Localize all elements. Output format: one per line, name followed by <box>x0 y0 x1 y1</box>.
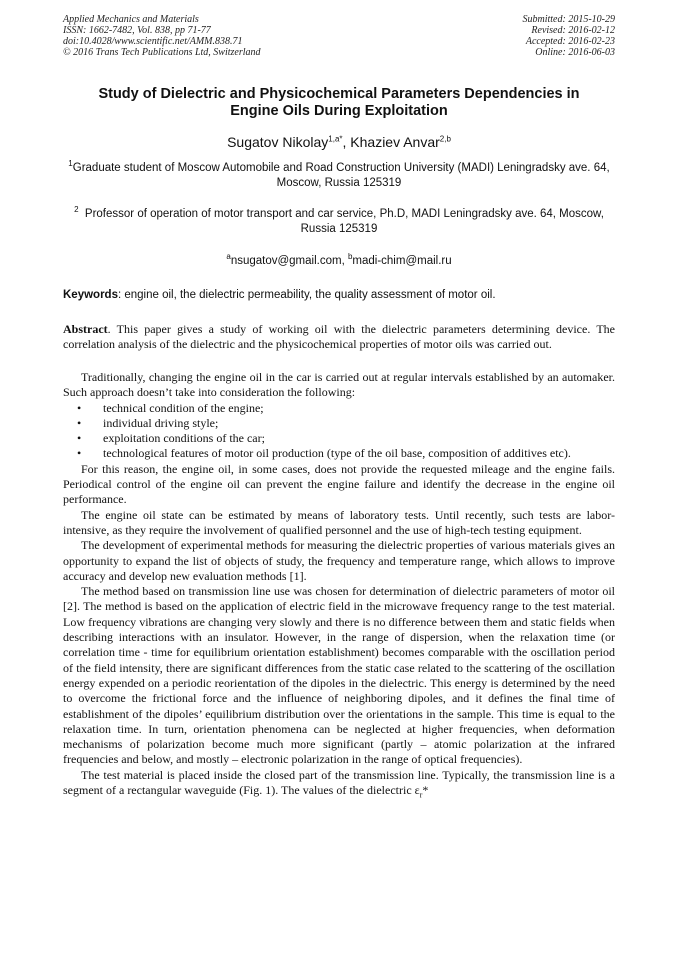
email-a[interactable]: nsugatov@gmail.com <box>230 255 342 267</box>
authors <box>63 133 615 151</box>
affiliation-2-sup: 2 <box>74 205 79 215</box>
title-line-2: Engine Oils During Exploitation <box>230 103 448 119</box>
list-item: • technical condition of the engine; <box>63 401 615 416</box>
author-2-sup: 2,b <box>439 134 451 144</box>
abstract <box>63 322 615 352</box>
email-separator: , <box>341 255 348 267</box>
email-b[interactable]: madi-chim@mail.ru <box>352 255 452 267</box>
body-text <box>63 370 615 803</box>
epsilon-star: * <box>422 783 429 798</box>
keywords <box>63 288 615 303</box>
paper-title <box>63 86 615 120</box>
journal-name: Applied Mechanics and Materials <box>63 14 199 25</box>
list-item: • individual driving style; <box>63 416 615 431</box>
date-submitted: Submitted: 2015-10-29 <box>522 14 615 25</box>
affiliation-2-text: Professor of operation of motor transport and car service, Ph.D, MADI Leningradsky ave. 64, Moscow, Russia 125319 <box>84 208 604 235</box>
paragraph-5: The method based on transmission line use was chosen for determination of dielectric parameters of motor oil [2]. The method is based on the application of electric field in the microwave frequency range to the test material. Low frequency vibrations are changing very slowly and there is no difference between them and static fields when describing interactions with an insulator. However, in the range of dispersion, when the relaxation time (or correlation time - time for equilibrium orientation establishment) becomes comparable with the oscillation period of the field intensity, there are significant differences from the static case related to the scattering of the oscillation energy expended on a periodic reorientation of the dipoles in the dielectric. This energy is determined by the need to overcome the frictional force and the influence of neighboring dipoles, and it defines the final time of establishment of the dipoles’ equilibrium distribution over the orientations in the sample. This time is equal to the relaxation time. In turn, orientation phenomena can be neglected at higher frequencies, when deformation mechanisms of polarization become much more significant (partly – atomic polarization at the infrared frequencies and below, and mostly – electronic polarization in the range of optical frequencies). <box>63 584 615 767</box>
date-revised: Revised: 2016-02-12 <box>531 25 615 36</box>
email-b-sup: b <box>347 252 353 262</box>
list-item: • technological features of motor oil production (type of the oil base, composition of additives etc). <box>63 446 615 461</box>
submission-dates <box>523 14 616 58</box>
paragraph-3: The engine oil state can be estimated by means of laboratory tests. Until recently, such tests are labor-intensive, as they require the involvement of qualified personnel and the use of high-tech testing equipment. <box>63 507 615 537</box>
paragraph-4: The development of experimental methods for measuring the dielectric properties of various materials gives an opportunity to expand the list of objects of study, the frequency and temperature range, which allows to improve accuracy and develop new evaluation methods [1]. <box>63 538 615 583</box>
factor-list <box>63 401 615 462</box>
paragraph-1: Traditionally, changing the engine oil in the car is carried out at regular intervals established by an automaker. Such approach doesn’t take into consideration the following: <box>63 370 615 400</box>
author-emails <box>63 254 615 269</box>
abstract-label: Abstract <box>63 322 108 336</box>
affiliation-1-text: Graduate student of Moscow Automobile and Road Construction University (MADI) Leningradsky ave. 64, Moscow, Russia 125319 <box>72 162 610 189</box>
journal-doi: doi:10.4028/www.scientific.net/AMM.838.71 <box>63 36 243 47</box>
paragraph-6 <box>63 768 615 803</box>
abstract-text: . This paper gives a study of working oil with the dielectric parameters determining device. The correlation analysis of the dielectric and the physicochemical properties of motor oils was carried out. <box>63 322 615 351</box>
affiliation-2 <box>63 207 615 237</box>
epsilon-symbol: ε <box>414 783 420 798</box>
author-separator: , <box>342 134 351 150</box>
list-item: • exploitation conditions of the car; <box>63 431 615 446</box>
journal-issn: ISSN: 1662-7482, Vol. 838, pp 71-77 <box>63 25 211 36</box>
affiliation-1-sup: 1 <box>68 159 73 169</box>
affiliation-1 <box>63 161 615 191</box>
journal-copyright: © 2016 Trans Tech Publications Ltd, Switzerland <box>63 47 261 58</box>
author-1-name: Sugatov Nikolay <box>227 134 329 150</box>
journal-info <box>63 14 261 58</box>
author-1-sup: 1,a* <box>328 134 343 144</box>
keywords-text: : engine oil, the dielectric permeability, the quality assessment of motor oil. <box>117 289 496 301</box>
email-a-sup: a <box>226 252 231 262</box>
author-2-name: Khaziev Anvar <box>350 134 440 150</box>
keywords-label: Keywords <box>63 289 118 301</box>
title-line-1: Study of Dielectric and Physicochemical Parameters Dependencies in <box>98 86 580 102</box>
date-accepted: Accepted: 2016-02-23 <box>525 36 615 47</box>
journal-header <box>63 14 615 58</box>
paragraph-2: For this reason, the engine oil, in some cases, does not provide the requested mileage and the engine fails. Periodical control of the engine oil can prevent the engine failure and identify the decrease in the engine oil performance. <box>63 461 615 507</box>
date-online: Online: 2016-06-03 <box>535 47 615 58</box>
paragraph-6-text: The test material is placed inside the closed part of the transmission line. Typically, the transmission line is a segment of a rectangular waveguide (Fig. 1). The values of the dielectric <box>63 767 615 798</box>
epsilon-subscript: r <box>419 790 423 800</box>
